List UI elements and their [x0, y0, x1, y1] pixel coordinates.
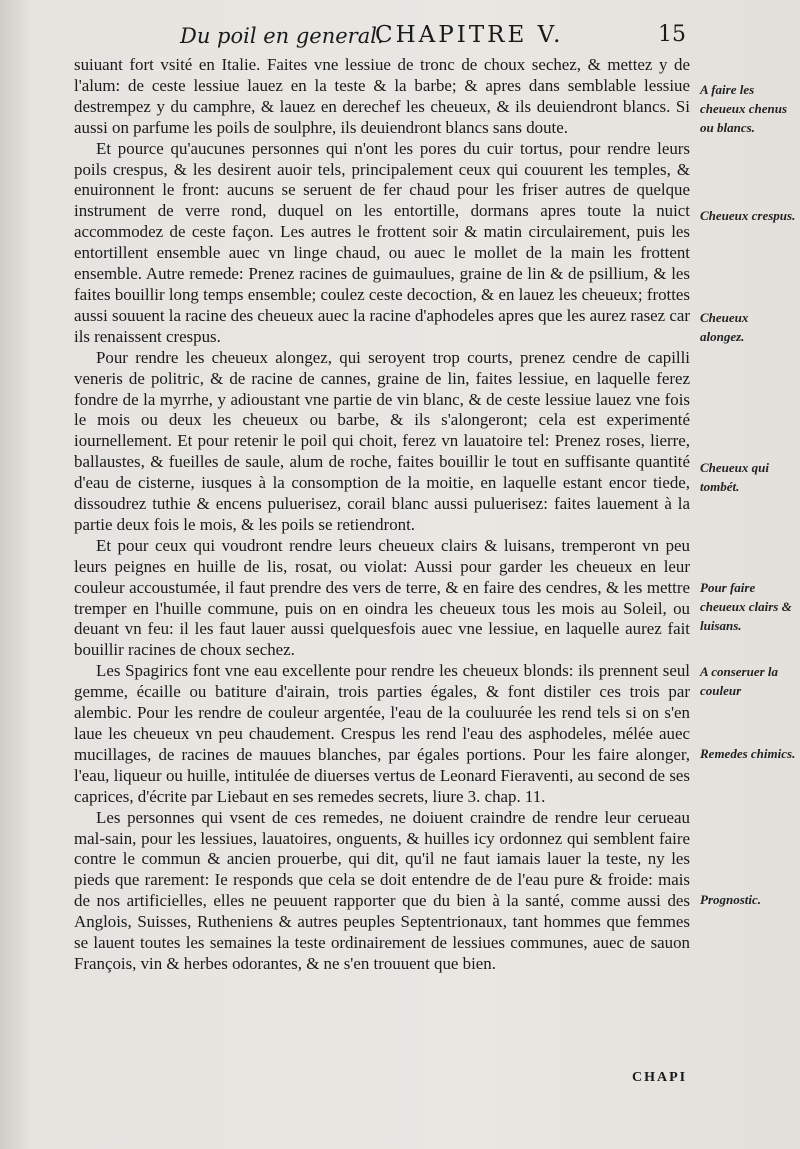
margin-note: Prognostic.: [700, 892, 762, 907]
paragraph: Et pource qu'aucunes personnes qui n'ont les pores du cuir tortus, pour rendre leurs poils crespus, & les desirent auoir tels, principalement ceux qui couurent les temples, & enuironnent le front: aucuns se seruent de fer chaud pour les friser autres de quelque instrument de verre rond, duquel on les entortille, dormans apres toute la nuict accommodez de ceste façon. Les autres le frottent soir & matin circulairement, puis les entortillent ensemble auec vn linge chaud, ou auec le mollet de la main les frottent ensemble. Autre remede: Prenez racines de guimaulues, graine de lin & de psillium, & les faites bouillir long temps ensemble; coulez ceste decoction, & en lauez les cheueux; frottes aussi souuent la racine des cheueux auec la racine d'aphodeles apres que les aurez rasez car ils renaissent crespus.: [74, 138, 690, 346]
body-text: [74, 55, 690, 975]
margin-note: A conseruer la couleur: [700, 664, 779, 698]
paragraph: Les Spagirics font vne eau excellente pour rendre les cheueux blonds: ils prennent seul gemme, écaille ou batiture d'airain, trois parties égales, & font distiler ces trois par alembic. Pour les rendre de couleur argentée, l'eau de la couluurée les rend tels si on s'en laue les cheueux vn peu chaudement. Crespus les rend l'eau des asphodeles, mélée auec mucillages, de racines de mauues blanches, par égales portions. Pour les faire alonger, l'eau, liqueur ou huille, intitulée de diuerses vertus de Leonard Fieraventi, au second de ses caprices, d'écrite par Liebaut en ses remedes secrets, liure 3. chap. 11.: [74, 661, 690, 806]
margin-note: Cheueux crespus.: [700, 208, 796, 223]
catchword: CHAPI: [632, 1070, 688, 1085]
margin-note: Remedes chimics.: [700, 746, 796, 761]
chapter-heading: CHAPITRE V.: [375, 22, 564, 48]
paragraph: Et pour ceux qui voudront rendre leurs cheueux clairs & luisans, tremperont vn peu leurs peignes en huille de lis, rosat, ou violat: Aussi pour garder les cheueux en leur couleur accoustumée, il faut prendre des vers de terre, & en faire des cendres, & les mettre tremper en l'huille commune, puis on en oindra les cheueux tous les mois au Soleil, ou deuant vn feu: il les faut lauer aussi quelquesfois auec vne lessiue, en laquelle aurez fait bouillir racines de choux sechez.: [74, 535, 690, 660]
margin-note: A faire les cheueux chenus ou blancs.: [700, 82, 788, 135]
margin-note: Cheueux qui tombét.: [700, 460, 769, 494]
margin-note: Cheueux alongez.: [700, 310, 749, 344]
paragraph: Les personnes qui vsent de ces remedes, ne doiuent craindre de rendre leur cerueau mal-sain, pour les lessiues, lauatoires, onguents, & huilles icy ordonnez qui semblent faire contre le commun & ancien prouerbe, qui dit, qu'il ne faut iamais lauer la teste, ny les pieds que rarement: Ie responds que cela se doit entendre de de l'eau pure & froide: mais de nos artificielles, elles ne peuuent rapporter que du bien à la santé, comme aussi des Anglois, Suisses, Rutheniens & autres peuples Septentrionaux, tant hommes que femmes se lauent toutes les semaines la teste ordinairement de lessiues communes, auec de sauon François, vin & herbes odorantes, & ne s'en trouuent que bien.: [74, 807, 690, 973]
paragraph: Pour rendre les cheueux alongez, qui seroyent trop courts, prenez cendre de capilli veneris de politric, & de racine de cannes, graine de lin, faites lessiue, en laquelle ferez fondre de la myrrhe, y adioustant vne partie de vin blanc, & de ceste lessiue lauez vne fois le mois ou deux les cheueux ou barbe, & ils s'alongeront; cela est experimenté iournellement. Et pour retenir le poil qui choit, ferez vn lauatoire tel: Prenez roses, lierre, ballaustes, & fueilles de saule, alum de roche, faites bouillir le tout en suffisante quantité d'eau de cisterne, iusques à la consomption de la moitie, en laquelle estant encor tiede, dissoudrez tuthie & encens puluerisez, corail blanc aussi puluerisez: faites lauement à la partie deux fois le mois, & les poils se retiendront.: [74, 347, 690, 534]
running-title: Du poil en general.: [180, 24, 384, 48]
paragraph: suiuant fort vsité en Italie. Faites vne lessiue de tronc de choux sechez, & mettez y de l'alum: de ceste lessiue lauez en la teste & la barbe; & apres dans semblable lessiue destrempez y du camphre, & lauez en derechef les cheueux, & ils deuiendront blancs. Si aussi on parfume les poils de soulphre, ils deuiendront blancs sans doute.: [74, 55, 690, 137]
running-head: [180, 22, 700, 54]
margin-note: Pour faire cheueux clairs & luisans.: [700, 580, 792, 633]
page-number: 15: [658, 22, 686, 47]
